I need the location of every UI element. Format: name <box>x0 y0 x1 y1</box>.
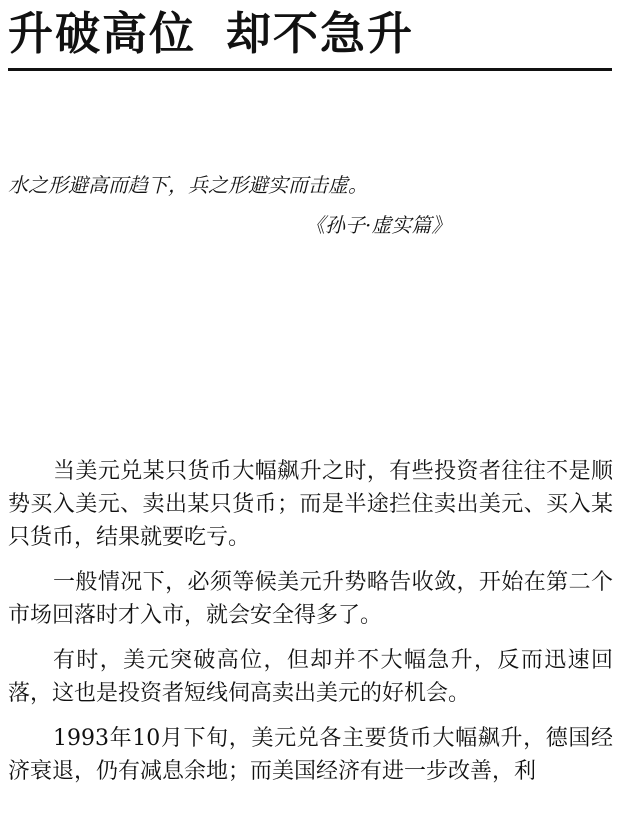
paragraph: 当美元兑某只货币大幅飙升之时，有些投资者往往不是顺势买入美元、卖出某只货币；而是半途拦住卖出美元、买入某只货币，结果就要吃亏。 <box>8 459 613 550</box>
paragraph: 有时，美元突破高位，但却并不大幅急升，反而迅速回落，这也是投资者短线伺高卖出美元的好机会。 <box>8 648 613 706</box>
epigraph-quote: 水之形避高而趋下，兵之形避实而击虚。 <box>8 173 368 197</box>
title-part-2: 却不急升 <box>226 7 415 60</box>
paragraph: 一般情况下，必须等候美元升势略告收敛，开始在第二个市场回落时才入市，就会安全得多了。 <box>8 570 613 628</box>
title-rule <box>8 68 612 71</box>
body-text <box>8 455 613 800</box>
paragraph: 1993年10月下旬，美元兑各主要货币大幅飙升，德国经济衰退，仍有减息余地；而美国经济有进一步改善，利 <box>8 726 613 784</box>
title-part-1: 升破高位 <box>8 7 197 60</box>
page-title <box>8 8 414 60</box>
epigraph-source: 《孙子·虚实篇》 <box>305 213 452 237</box>
